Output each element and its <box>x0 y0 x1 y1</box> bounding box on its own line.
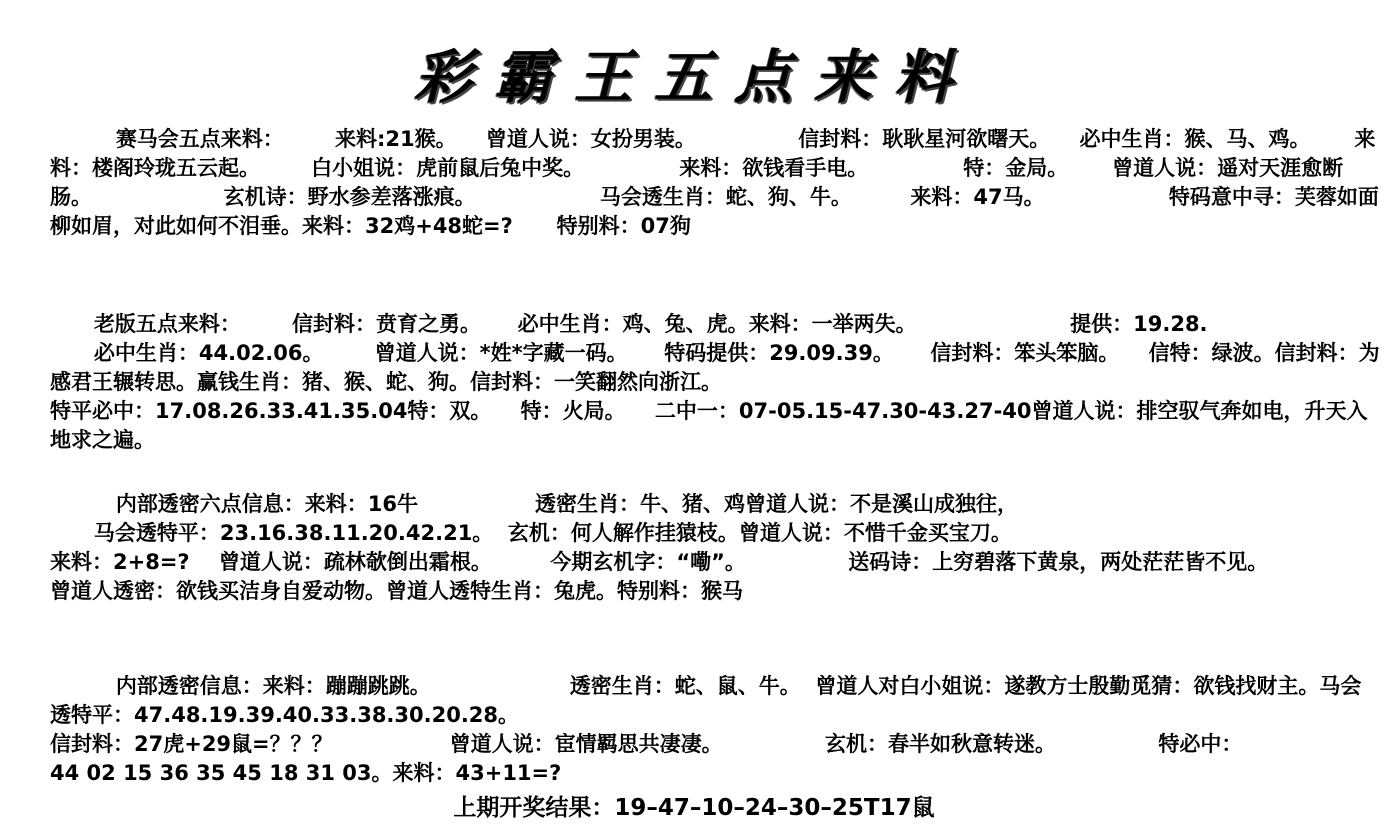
section-neibu-liudian: 内部透密六点信息：来料：16牛 透密生肖：牛、猪、鸡曾道人说：不是溪山成独往， 马会透特平：23.16.38.11.20.42.21。 玄机：何人解作挂猿枝。曾道人说：不惜千金买宝刀。 来料：2+8=? 曾道人说：疏林欹倒出霜根。 今期玄机字：“嘞”。 送码诗：上穷碧落下黄泉，两处茫茫皆不见。 曾道人透密：欲钱买洁身自爱动物。曾道人透特生肖：兔虎。特别料：猴马 <box>50 492 1269 603</box>
page-title: 彩霸王五点来料 <box>413 43 974 111</box>
section-saimahui: 赛马会五点来料： 来料:21猴。 曾道人说：女扮男装。 信封料：耿耿星河欲曙天。 必中生肖：猴、马、鸡。 来料：楼阁玲珑五云起。 白小姐说：虎前鼠后兔中奖。 来料：欲钱看手电。 特：金局。 曾道人说：遥对天涯愈断肠。 玄机诗：野水参差落涨痕。 马会透生肖：蛇、狗、牛。 来料：47马。 特码意中寻：芙蓉如面柳如眉，对此如何不泪垂。来料：32鸡+48蛇=? 特别料：07狗 <box>50 127 1379 238</box>
section-neibu-toumi: 内部透密信息：来料：蹦蹦跳跳。 透密生肖：蛇、鼠、牛。 曾道人对白小姐说：遂教方士殷勤觅猜：欲钱找财主。马会透特平：47.48.19.39.40.33.38.30.20.28。 信封料：27虎+29鼠=？？？ 曾道人说：宦情羁思共凄凄。 玄机：春半如秋意转迷。 特必中： 44 02 15 36 35 45 18 31 03。来料：43+11=? <box>50 674 1362 785</box>
last-draw-result: 上期开奖结果：19–47–10–24–30–25T17鼠 <box>453 795 935 821</box>
section-laoban: 老版五点来料： 信封料：贲育之勇。 必中生肖：鸡、兔、虎。来料：一举两失。 提供：19.28. 必中生肖：44.02.06。 曾道人说：*姓*字藏一码。 特码提供：29.09.39。 信封料：笨头笨脑。 信特：绿波。信封料：为感君王辗转思。赢钱生肖：猪、猴、蛇、狗。信封料：一笑翻然向浙江。 特平必中：17.08.26.33.41.35.04特：双。 特：火局。 二中一：07-05.15-47.30-43.27-40曾道人说：排空驭气奔如电，升天入地求之遍。 <box>50 312 1380 452</box>
